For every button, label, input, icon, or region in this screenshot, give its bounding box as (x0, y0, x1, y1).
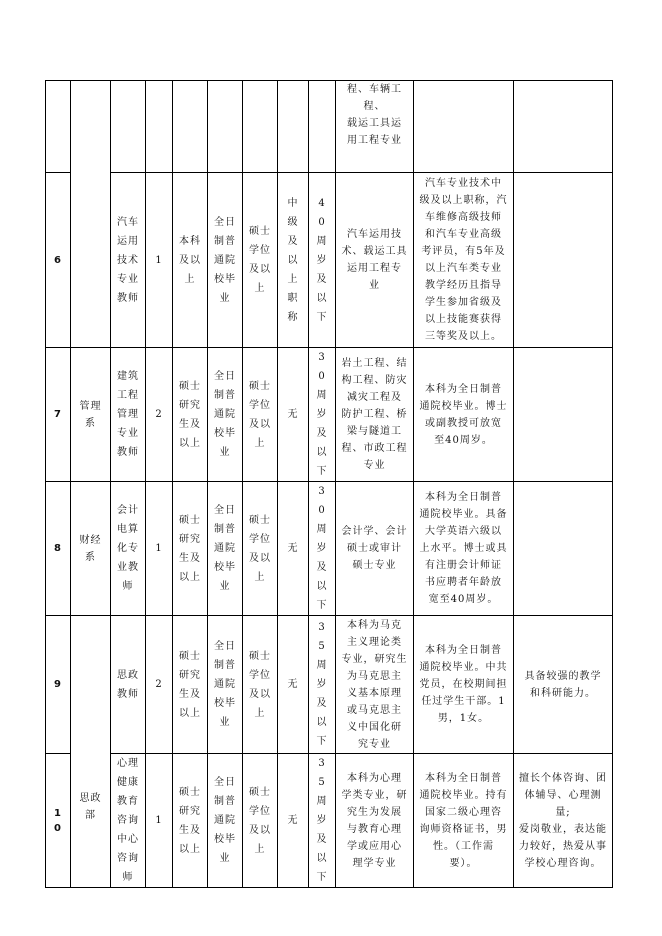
major-cell (336, 81, 414, 173)
row-number-text: 1 0 (54, 807, 62, 834)
row-number (46, 81, 71, 173)
table-row (46, 81, 613, 173)
table-cell (278, 482, 309, 616)
table-cell (336, 173, 414, 348)
table-cell (414, 616, 514, 754)
table-cell (208, 616, 243, 754)
major-text: 会计学、会计 硕士或审计 硕士专业 (341, 526, 408, 571)
table-cell (514, 754, 613, 888)
age-text: 30 周 岁 及 以 下 (316, 486, 328, 611)
row-number-text: 8 (54, 543, 62, 554)
position-text: 心理 健康 教育 咨询 中心 咨询 师 (117, 758, 139, 883)
study-form-cell (208, 81, 243, 173)
education-text: 硕士 研究 生及 以上 (179, 514, 201, 583)
count-cell (146, 81, 173, 173)
other-cell (414, 81, 514, 173)
table-cell (111, 616, 146, 754)
study-form-text: 全日 制普 通院 校毕 业 (214, 216, 236, 304)
table-cell (46, 616, 71, 754)
title-text: 中 级 及 以 上 职 称 (287, 197, 299, 323)
table-cell (243, 616, 278, 754)
table-cell (514, 173, 613, 348)
department-text: 思政 部 (79, 792, 102, 821)
age-text: 35 周 岁 及 以 下 (316, 622, 328, 747)
table-cell (111, 348, 146, 482)
other-text: 本科为全日制普 通院校毕业。中共 党员，在校期间担 任过学生干部。1 男，1女。 (419, 645, 508, 724)
count-text: 1 (155, 254, 163, 266)
table-cell (173, 173, 208, 348)
table-cell (336, 348, 414, 482)
major-text: 本科为心理 学类专业，研 究生为发展 与教育心理 学或应用心 理学专业 (341, 772, 408, 869)
age-text: 35 周 岁 及 以 下 (316, 758, 328, 883)
degree-cell (243, 81, 278, 173)
table-cell (309, 482, 336, 616)
study-form-text: 全日 制普 通院 校毕 业 (214, 641, 236, 728)
age-text: 30 周 岁 及 以 下 (316, 352, 328, 477)
table-cell (146, 173, 173, 348)
table-row (46, 482, 613, 616)
row-number-text: 6 (54, 254, 62, 266)
education-text: 硕士 研究 生及 以上 (179, 650, 201, 719)
department-text: 管理 系 (79, 400, 102, 429)
table-cell (514, 616, 613, 754)
table-cell (111, 754, 146, 888)
remarks-text: 擅长个体咨询、团 体辅导、心理测量; 爱岗敬业，表达能 力较好，热爱从事 学校心理咨询。 (519, 772, 607, 869)
table-cell (514, 482, 613, 616)
table-cell (208, 348, 243, 482)
other-text: 本科为全日制普 通院校毕业。持有 国家二级心理咨 询师资格证书，男 性。（工作需 要）。 (419, 772, 508, 869)
age-text: 40 周 岁 及 以 下 (316, 197, 328, 323)
count-text: 2 (155, 679, 163, 690)
table-cell (146, 482, 173, 616)
table-cell (278, 173, 309, 348)
department-cell (71, 81, 111, 348)
row-number-text: 7 (54, 409, 62, 420)
table-row (46, 754, 613, 888)
study-form-text: 全日 制普 通院 校毕 业 (214, 371, 236, 458)
table-cell (414, 173, 514, 348)
table-cell (309, 348, 336, 482)
table-cell (336, 754, 414, 888)
title-text: 无 (287, 543, 299, 554)
other-text: 汽车专业技术中 级及以上职称，汽 车维修高级技师 和汽车专业高级 考评员，有5年及 以上汽车类专业 教学经历且指导 学生参加省级及 以上技能赛获得 三等奖及以上。 (419, 178, 508, 342)
major-text: 本科为马克 主义理论类 专业，研究生 为马克思主 义基本原理 或马克思主 义中国化研 究专业 (341, 619, 408, 750)
table-cell (46, 482, 71, 616)
table-cell (111, 482, 146, 616)
recruitment-table (45, 80, 613, 888)
table-cell (243, 482, 278, 616)
count-text: 1 (155, 815, 163, 826)
count-text: 1 (155, 543, 163, 554)
table-cell (278, 754, 309, 888)
other-text: 本科为全日制普 通院校毕业。具备 大学英语六级以 上水平。博士或具 有注册会计师证 书应聘者年龄放 宽至40周岁。 (419, 492, 508, 605)
remarks-text: 具备较强的教学 和科研能力。 (524, 670, 602, 699)
position-text: 思政 教师 (117, 669, 139, 700)
table-cell (46, 754, 71, 888)
table-cell (71, 348, 111, 482)
degree-text: 硕士 学位 及以 上 (249, 514, 271, 583)
table-cell (208, 173, 243, 348)
table-cell (146, 348, 173, 482)
table-cell (208, 482, 243, 616)
education-text: 硕士 研究 生及 以上 (179, 786, 201, 855)
table-row (46, 616, 613, 754)
position-text: 建筑 工程 管理 专业 教师 (117, 371, 139, 458)
table-cell (173, 616, 208, 754)
table-cell (208, 754, 243, 888)
table-cell (46, 348, 71, 482)
table-cell (414, 348, 514, 482)
table-cell (309, 754, 336, 888)
remarks-cell (514, 81, 613, 173)
education-cell (173, 81, 208, 173)
table-cell (173, 348, 208, 482)
table-cell (278, 616, 309, 754)
title-cell (278, 81, 309, 173)
degree-text: 硕士 学位 及以 上 (249, 786, 271, 855)
table-cell (146, 754, 173, 888)
table-row (46, 348, 613, 482)
degree-text: 硕士 学位 及以 上 (249, 650, 271, 719)
position-text: 会计 电算 化专 业教 师 (117, 505, 139, 592)
major-text: 岩土工程、结 构工程、防灾 减灾工程及 防护工程、桥 梁与隧道工 程、市政工程 专业 (341, 358, 408, 471)
table-cell (146, 616, 173, 754)
table-cell (414, 482, 514, 616)
table-cell (111, 173, 146, 348)
table-cell (243, 173, 278, 348)
count-text: 2 (155, 409, 163, 420)
title-text: 无 (287, 409, 299, 420)
table-cell (336, 616, 414, 754)
title-text: 无 (287, 815, 299, 826)
table-cell (309, 616, 336, 754)
position-cell (111, 81, 146, 173)
title-text: 无 (287, 679, 299, 690)
degree-text: 硕士 学位 及以 上 (249, 226, 271, 294)
table-cell (278, 348, 309, 482)
education-text: 本科 及以 上 (179, 235, 201, 285)
table-cell (71, 616, 111, 888)
table-row (46, 173, 613, 348)
department-text: 财经 系 (79, 534, 102, 563)
table-cell (336, 482, 414, 616)
table-cell (173, 754, 208, 888)
other-text: 本科为全日制普 通院校毕业。博士 或副教授可放宽 至40周岁。 (419, 383, 508, 446)
row-number-text: 9 (54, 679, 62, 690)
study-form-text: 全日 制普 通院 校毕 业 (214, 777, 236, 864)
table-cell (414, 754, 514, 888)
position-text: 汽车 运用 技术 专业 教师 (117, 216, 139, 304)
degree-text: 硕士 学位 及以 上 (249, 380, 271, 449)
table-cell (173, 482, 208, 616)
major-text: 程、车辆工程、 载运工具运 用工程专业 (347, 84, 402, 146)
row-number (46, 173, 71, 348)
table-cell (514, 348, 613, 482)
table-cell (243, 754, 278, 888)
study-form-text: 全日 制普 通院 校毕 业 (214, 505, 236, 592)
table-cell (309, 173, 336, 348)
table-cell (243, 348, 278, 482)
education-text: 硕士 研究 生及 以上 (179, 380, 201, 449)
table-cell (71, 482, 111, 616)
age-cell (309, 81, 336, 173)
major-text: 汽车运用技 术、载运工具 运用工程专 业 (341, 229, 408, 291)
